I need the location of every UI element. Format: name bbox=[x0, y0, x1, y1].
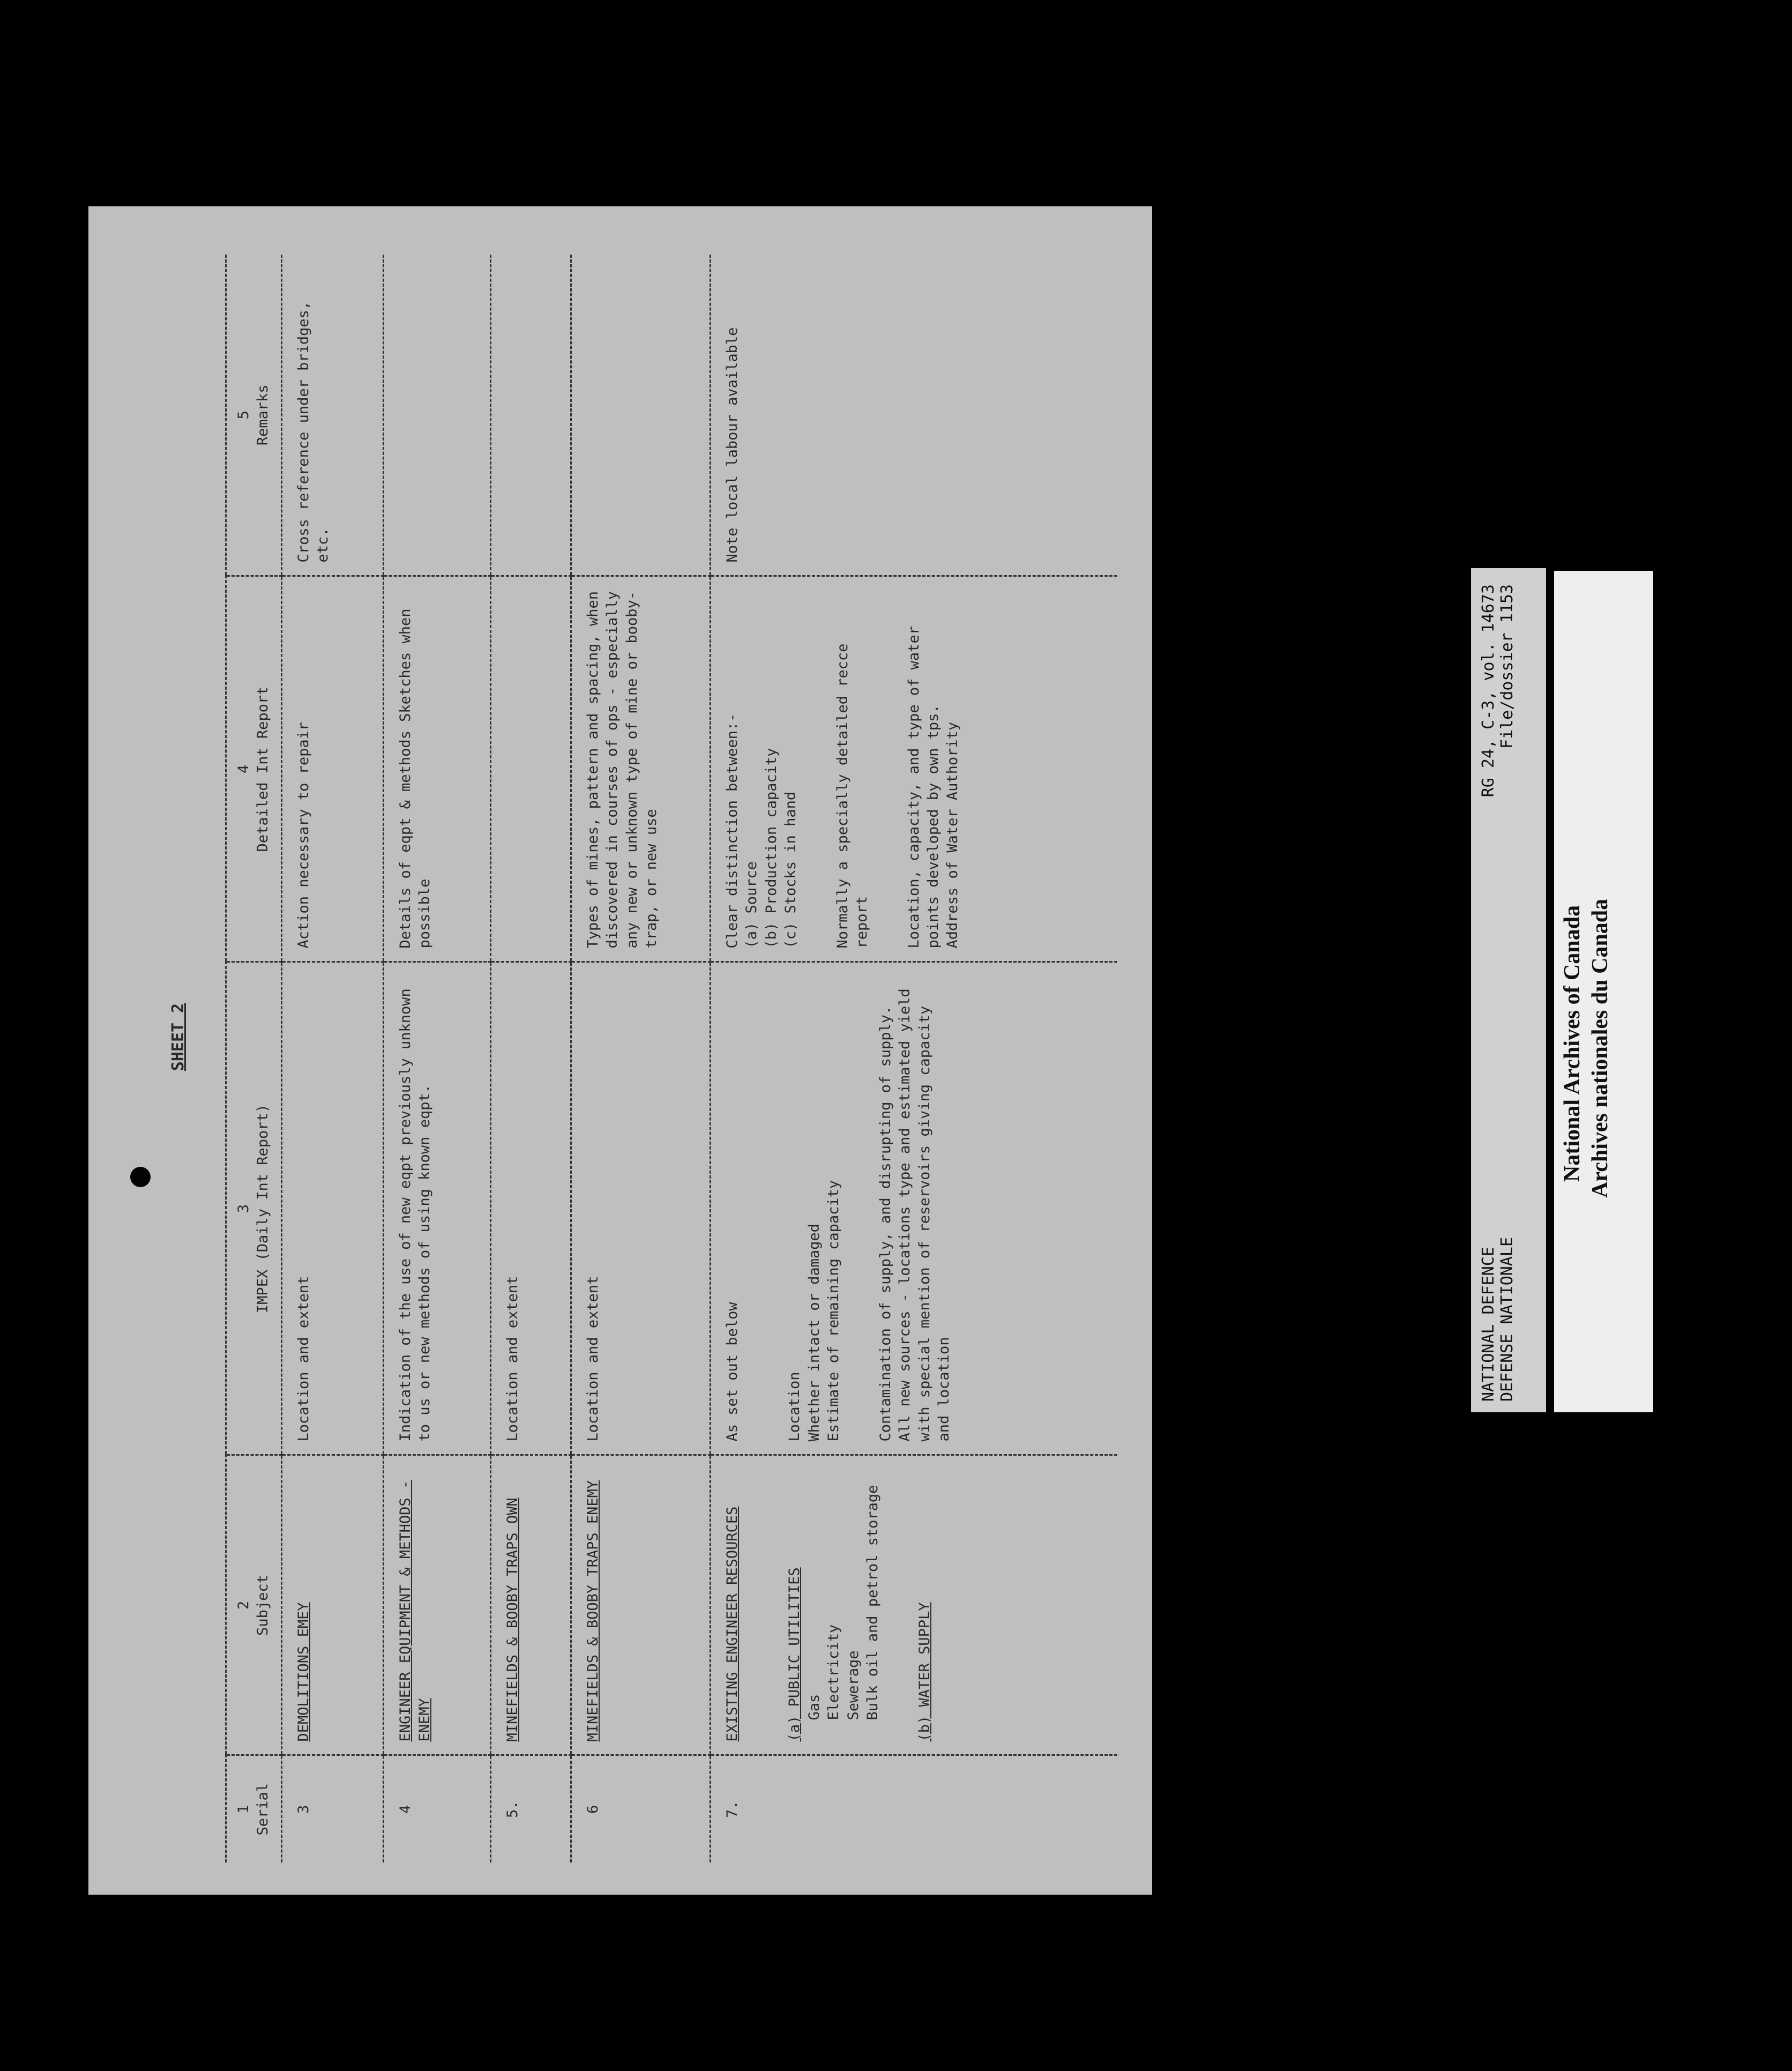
daily-main: As set out below bbox=[723, 1302, 741, 1442]
sub-a-item: Sewerage bbox=[845, 1650, 862, 1720]
col-header-serial: 1 Serial bbox=[226, 1755, 282, 1863]
subject-main: EXISTING ENGINEER RESOURCES bbox=[723, 1506, 741, 1742]
subject-cell: ENGINEER EQUIPMENT & METHODS - ENEMY bbox=[383, 1455, 490, 1755]
sub-b-daily: Contamination of supply, and disrupting of supply. All new sources - locations type and estimated yield with special mention of reservoirs giving capacity and location bbox=[877, 988, 952, 1442]
sub-b-heading: (b) WATER SUPPLY bbox=[916, 1602, 933, 1742]
punch-hole bbox=[130, 1167, 151, 1187]
record-group-ref: RG 24, C-3, vol. 14673 bbox=[1479, 584, 1498, 798]
sub-a-item: Electricity bbox=[825, 1624, 842, 1720]
archive-name-fr: Archives nationales du Canada bbox=[1588, 898, 1612, 1198]
table-row bbox=[383, 255, 490, 1863]
detailed-cell: Types of mines, pattern and spacing, when discovered in courses of ops - especially any new or unknown type of mine or booby-trap, or new use bbox=[571, 576, 710, 962]
department-line-en: NATIONAL DEFENCE bbox=[1479, 1247, 1498, 1402]
col-header-daily: 3 IMPEX (Daily Int Report) bbox=[226, 962, 282, 1455]
remarks-cell: Cross reference under bridges, etc. bbox=[281, 255, 383, 576]
remarks-cell bbox=[383, 255, 490, 576]
sub-a-heading: (a) PUBLIC UTILITIES bbox=[786, 1567, 803, 1742]
daily-cell bbox=[710, 962, 1117, 1455]
serial-cell: 4 bbox=[383, 1755, 490, 1863]
sub-a-detailed: Normally a specially detailed recce report bbox=[834, 643, 871, 949]
rotated-page bbox=[88, 206, 1152, 1895]
col-header-subject: 2 Subject bbox=[226, 1455, 282, 1755]
daily-cell: Indication of the use of new eqpt previously unknown to us or new methods of using known eqpt. bbox=[383, 962, 490, 1455]
sub-b-detailed: Location, capacity, and type of water points developed by own tps. bbox=[905, 626, 942, 949]
department-line-fr: DEFENSE NATIONALE bbox=[1498, 1236, 1517, 1402]
subject-cell bbox=[710, 1455, 1117, 1755]
table-row bbox=[490, 255, 571, 1863]
detailed-cell bbox=[490, 576, 571, 962]
serial-cell: 7. bbox=[710, 1755, 1117, 1863]
sub-a-daily-line: Estimate of remaining capacity bbox=[825, 1180, 842, 1442]
subject-cell: DEMOLITIONS EMEY bbox=[281, 1455, 383, 1755]
sub-a-block bbox=[785, 1469, 883, 1742]
subject-cell: MINEFIELDS & BOOBY TRAPS OWN bbox=[490, 1455, 571, 1755]
daily-cell: Location and extent bbox=[571, 962, 710, 1455]
header-row bbox=[226, 255, 282, 1863]
archive-name-strip bbox=[1554, 571, 1653, 1412]
sub-a-daily-line: Whether intact or damaged bbox=[805, 1224, 823, 1442]
document-sheet bbox=[88, 206, 1152, 1895]
detailed-cell: Details of eqpt & methods Sketches when possible bbox=[383, 576, 490, 962]
serial-cell: 6 bbox=[571, 1755, 710, 1863]
serial-cell: 5. bbox=[490, 1755, 571, 1863]
archive-reference-strip bbox=[1471, 568, 1546, 1412]
remarks-cell bbox=[571, 255, 710, 576]
table-row bbox=[710, 255, 1117, 1863]
detailed-item: (c) Stocks in hand bbox=[782, 791, 800, 949]
detailed-cell: Action necessary to repair bbox=[281, 576, 383, 962]
remarks-cell bbox=[490, 255, 571, 576]
subject-cell: MINEFIELDS & BOOBY TRAPS ENEMY bbox=[571, 1455, 710, 1755]
sub-a-item: Bulk oil and petrol storage bbox=[864, 1485, 882, 1720]
archive-label bbox=[1471, 568, 1656, 1412]
detailed-cell bbox=[710, 576, 1117, 962]
page-title: SHEET 2 bbox=[169, 1003, 188, 1071]
col-header-remarks: 5 Remarks bbox=[226, 255, 282, 576]
detailed-item: (b) Production capacity bbox=[763, 748, 780, 949]
table-row bbox=[571, 255, 710, 1863]
file-ref: File/dossier 1153 bbox=[1498, 584, 1517, 749]
table-row bbox=[281, 255, 383, 1863]
sub-b-detailed-2: Address of Water Authority bbox=[944, 721, 961, 949]
remarks-cell: Note local labour available bbox=[710, 255, 1117, 576]
daily-cell: Location and extent bbox=[490, 962, 571, 1455]
serial-cell: 3 bbox=[281, 1755, 383, 1863]
report-table bbox=[225, 255, 1117, 1863]
archive-name-en: National Archives of Canada bbox=[1560, 905, 1585, 1182]
sub-a-daily-line: Location bbox=[786, 1372, 803, 1442]
col-header-detailed: 4 Detailed Int Report bbox=[226, 576, 282, 962]
detailed-item: (a) Source bbox=[743, 861, 760, 949]
daily-cell: Location and extent bbox=[281, 962, 383, 1455]
sub-a-daily bbox=[785, 976, 843, 1442]
detailed-main: Clear distinction between:- bbox=[723, 713, 741, 949]
sub-a-item: Gas bbox=[805, 1694, 823, 1720]
